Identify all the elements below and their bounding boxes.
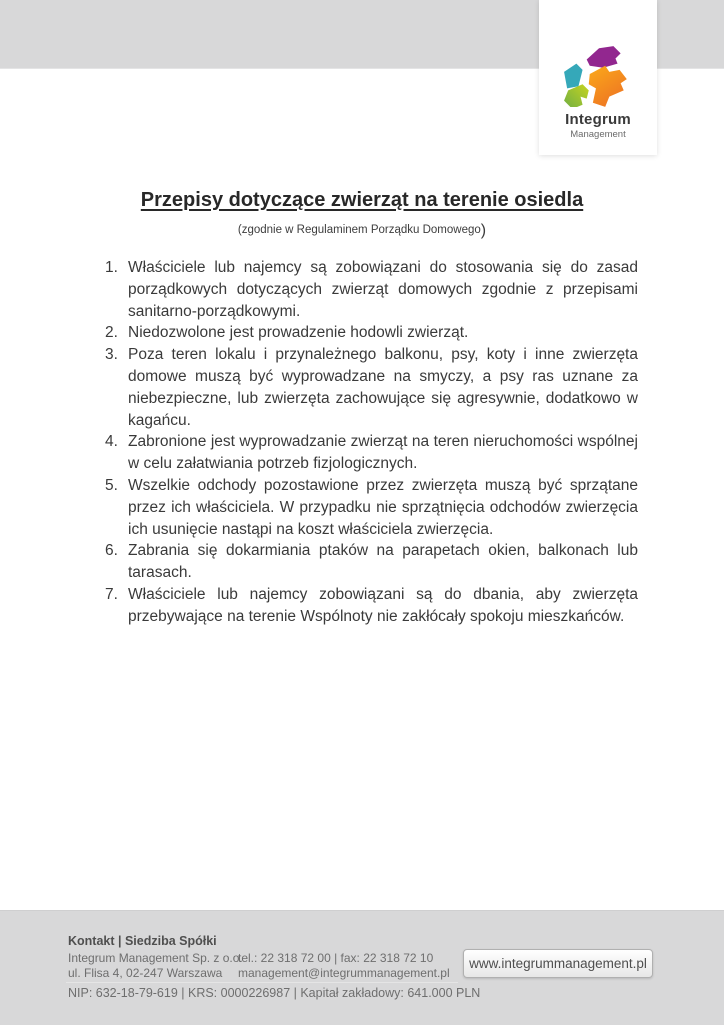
rule-text: Zabronione jest wyprowadzanie zwierząt na teren nieruchomości wspólnej w celu załatwiania potrzeb fizjologicznych. — [128, 433, 638, 473]
logo-mark-icon — [562, 45, 634, 107]
website-link-button[interactable] — [463, 949, 653, 978]
footer-divider — [66, 982, 458, 983]
rule-item-4 — [105, 431, 638, 475]
rule-item-6 — [105, 540, 638, 584]
rule-number: 7. — [105, 585, 118, 603]
footer-heading: Kontakt | Siedziba Spółki — [68, 934, 217, 948]
footer-phone-fax: tel.: 22 318 72 00 | fax: 22 318 72 10 — [238, 951, 434, 965]
logo-name: Integrum — [565, 111, 631, 128]
website-url: www.integrummanagement.pl — [469, 956, 647, 971]
footer-address: ul. Flisa 4, 02-247 Warszawa — [68, 966, 223, 980]
company-logo — [539, 0, 657, 155]
page-subtitle: (zgodnie w Regulaminem Porządku Domowego) — [237, 222, 487, 239]
footer-email: management@integrummanagement.pl — [238, 966, 450, 980]
rule-number: 1. — [105, 259, 118, 276]
rule-text: Właściciele lub najemcy są zobowiązani do stosowania się do zasad porządkowych dotyczących zwierząt domowych zgodnie z przepisami sanitarno-porządkowymi. — [128, 259, 638, 320]
rule-number: 5. — [105, 476, 118, 494]
rule-item-5 — [105, 475, 638, 540]
rule-text: Poza teren lokalu i przynależnego balkonu, psy, koty i inne zwierzęta domowe muszą być wyprowadzane na smyczy, a psy ras uznane za niebezpieczne, lub zwierzęta zachowujące się agresywnie, dodatkowo w kagańcu. — [128, 346, 638, 429]
rule-text: Właściciele lub najemcy zobowiązani są do dbania, aby zwierzęta przebywające na terenie Wspólnoty nie zakłócały spokoju mieszkańców. — [128, 585, 638, 625]
rule-number: 4. — [105, 433, 118, 451]
rule-text: Zabrania się dokarmiania ptaków na parapetach okien, balkonach lub tarasach. — [128, 542, 638, 582]
rule-item-1 — [105, 257, 638, 322]
rules-list — [105, 257, 638, 628]
footer-company-name: Integrum Management Sp. z o.o. — [68, 951, 243, 965]
rule-item-2 — [105, 322, 638, 344]
rule-number: 3. — [105, 346, 118, 364]
logo-subname: Management — [570, 129, 626, 140]
rule-item-7 — [105, 584, 638, 628]
rule-text: Wszelkie odchody pozostawione przez zwierzęta muszą być sprzątane przez ich właściciela. W przypadku nie sprzątnięcia odchodów zwierzęcia ich usunięcie nastąpi na koszt właściciela zwierzęcia. — [128, 476, 638, 538]
rule-number: 6. — [105, 542, 118, 560]
rule-number: 2. — [105, 324, 118, 342]
page-title: Przepisy dotyczące zwierząt na terenie osiedla — [140, 189, 584, 211]
rule-text: Niedozwolone jest prowadzenie hodowli zwierząt. — [128, 324, 469, 342]
rule-item-3 — [105, 344, 638, 431]
footer-registry-info: NIP: 632-18-79-619 | KRS: 0000226987 | Kapitał zakładowy: 641.000 PLN — [68, 986, 481, 1000]
subtitle-closing-paren: ) — [480, 222, 487, 239]
